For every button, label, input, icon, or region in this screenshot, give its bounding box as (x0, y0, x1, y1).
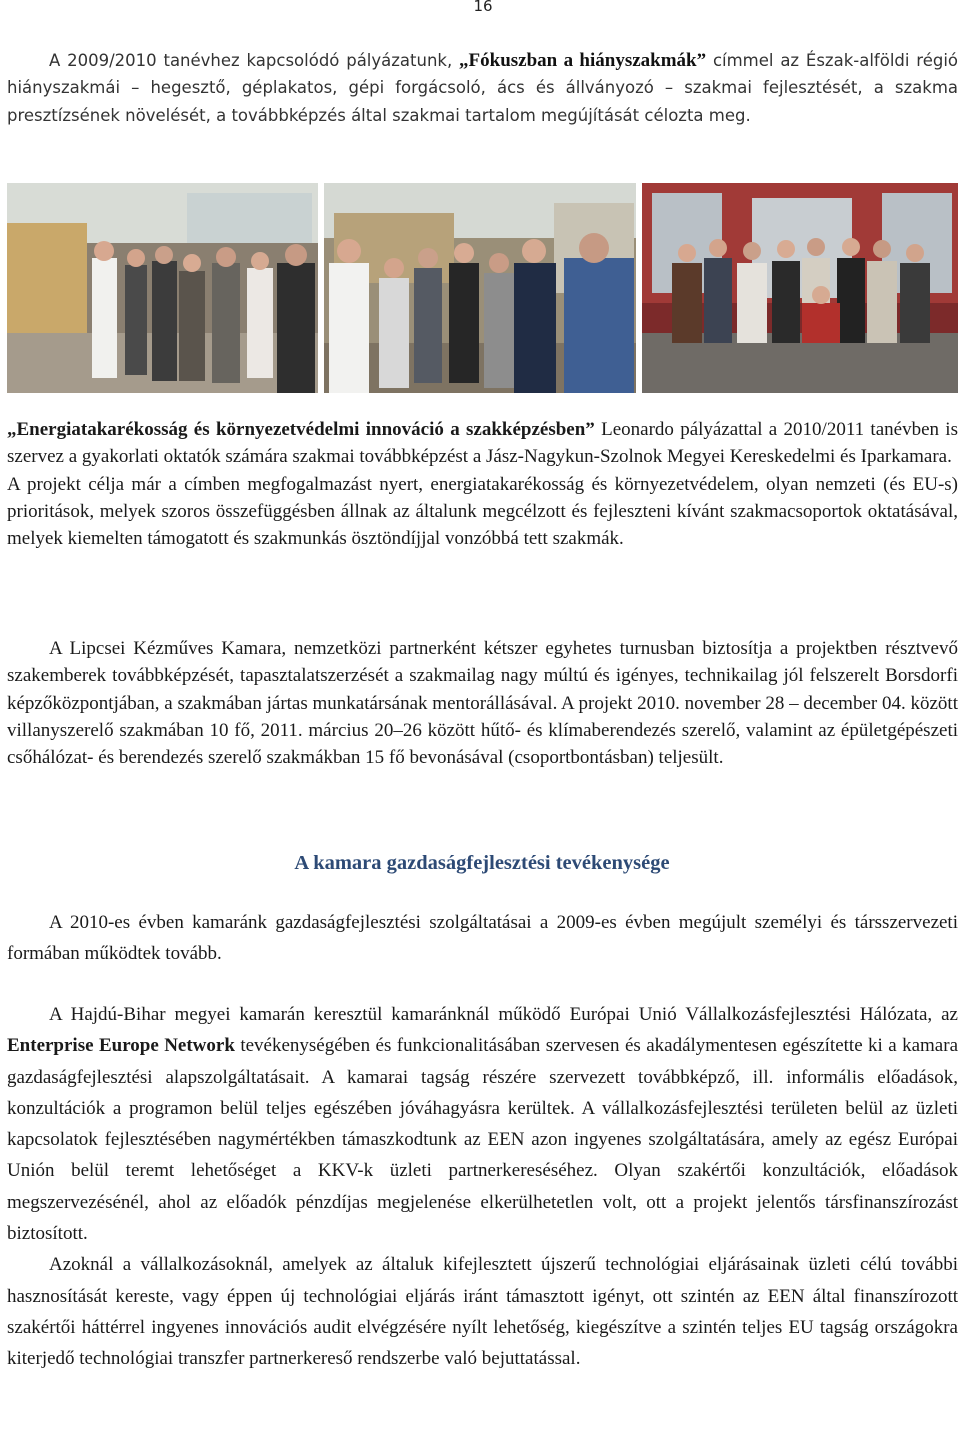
energy-text-after: Leonardo pályázattal a 2010/2011 tanévben is szervez a gyakorlati oktatók számára szakmai továbbképzést a Jász-Nagykun-Szolnok Megyei Kereskedelmi és Iparkamara. (7, 419, 958, 468)
energy-project-section (7, 416, 958, 552)
page-number: 16 (473, 0, 493, 15)
energy-paragraph-1 (7, 416, 958, 471)
economic-section-body (7, 999, 958, 1375)
innovation-audit-paragraph: Azoknál a vállalkozásoknál, amelyek az általuk kifejlesztett újszerű technológiai eljárásainak üzleti célú további hasznosítását kereste, vagy éppen új technológiai eljárás iránt támasztott igényt, ott szintén az EEN által finanszírozott szakértői háttérrel ingyenes innovációs audit elvégzésére nyílt lehetőség, kiegészítve a szintén teljes EU tagság országokra kiterjedő technológiai transzfer partnerkereső rendszerbe való bejuttatással. (7, 1254, 958, 1370)
economic-paragraph-1: A 2010-es évben kamaránk gazdaságfejlesztési szolgáltatásai a 2009-es évben megújult személyi és társszervezeti formában működtek tovább. (7, 912, 958, 965)
een-text-before: A Hajdú-Bihar megyei kamarán keresztül kamaránknál működő Európai Unió Vállalkozásfejlesztési Hálózata, az (49, 1004, 958, 1025)
section-heading: A kamara gazdaságfejlesztési tevékenysége (294, 852, 670, 874)
photo-group (642, 183, 958, 393)
photo-workshop-visit (7, 183, 318, 393)
lipcse-section (7, 635, 958, 771)
intro-project-title: „Fókuszban a hiányszakmák” (459, 50, 707, 71)
een-paragraph (7, 999, 958, 1249)
photo-group-image (642, 183, 958, 393)
een-text-after: tevékenységében és funkcionalitásában szervesen és akadálymentesen egészítette ki a kamara gazdaságfejlesztési alapszolgáltatásait. A kamarai tagság részére szervezett továbbképző, ill. informális előadások, konzultációk a programon belül teljes egészében jóváhagyásra kerültek. A vállalkozásfejlesztési területen belül az üzleti kapcsolatok fejlesztésében nagymértékben támaszkodtunk az EEN azon ingyenes szolgáltatására, amely az egész Európai Unión belül teremt lehetőséget a KKV-k üzleti partnerkereséséhez. Olyan szakértői konzultációk, előadások megszervezésénél, ahol az előadók pénzdíjas megjelenése elkerülhetetlen volt, ott a projekt jelentős társfinanszírozást biztosított. (7, 1035, 958, 1245)
enterprise-europe-network-label: Enterprise Europe Network (7, 1035, 235, 1057)
economic-section-intro (7, 907, 958, 970)
intro-text-after: címmel az Észak-alföldi régió hiányszakmái – hegesztő, géplakatos, gépi forgácsoló, ács és állványozó – szakmai fejlesztését, a szakma presztízsének növelését, a továbbképzés által szakmai tartalom megújítását célozta meg. (7, 51, 959, 125)
photo-trainees-image (324, 183, 636, 393)
intro-paragraph (7, 47, 958, 129)
intro-text-before: A 2009/2010 tanévhez kapcsolódó pályázatunk, (49, 51, 460, 70)
energy-paragraph-2: A projekt célja már a címben megfogalmazást nyert, energiatakarékosság és környezetvédelem, olyan nemzeti (és EU-s) prioritások, melyek szoros összefüggésben állnak az általunk megcélzott és fejleszteni kívánt szakmacsoportok oktatásával, melyek kiemelten támogatott és szakmunkás ösztöndíjjal vonzóbbá tett szakmák. (7, 473, 958, 550)
intro-paragraph-block (7, 47, 958, 129)
energy-project-title: „Energiatakarékosság és környezetvédelmi innováció a szakképzésben” (7, 419, 595, 440)
lipcse-paragraph: A Lipcsei Kézműves Kamara, nemzetközi partnerként kétszer egyhetes turnusban biztosítja a projektben résztvevő szakemberek továbbképzését, tapasztalatszerzését a szakmailag nagy múltú és igényes, technikailag jól felszerelt Borsdorfi képzőközpontjában, a szakmában jártas munkatársának mentorállásával. A projekt 2010. november 28 – december 04. között villanyszerelő szakmában 10 fő, 2011. március 20–26 között hűtő- és klímaberendezés szerelő, valamint az épületgépészeti csőhálózat- és berendezés szerelő szakmákban 15 fő bevonásával (csoportbontásban) teljesült. (7, 638, 958, 769)
photo-workshop-visit-image (7, 183, 318, 393)
photo-strip (7, 183, 958, 393)
photo-trainees (324, 183, 636, 393)
